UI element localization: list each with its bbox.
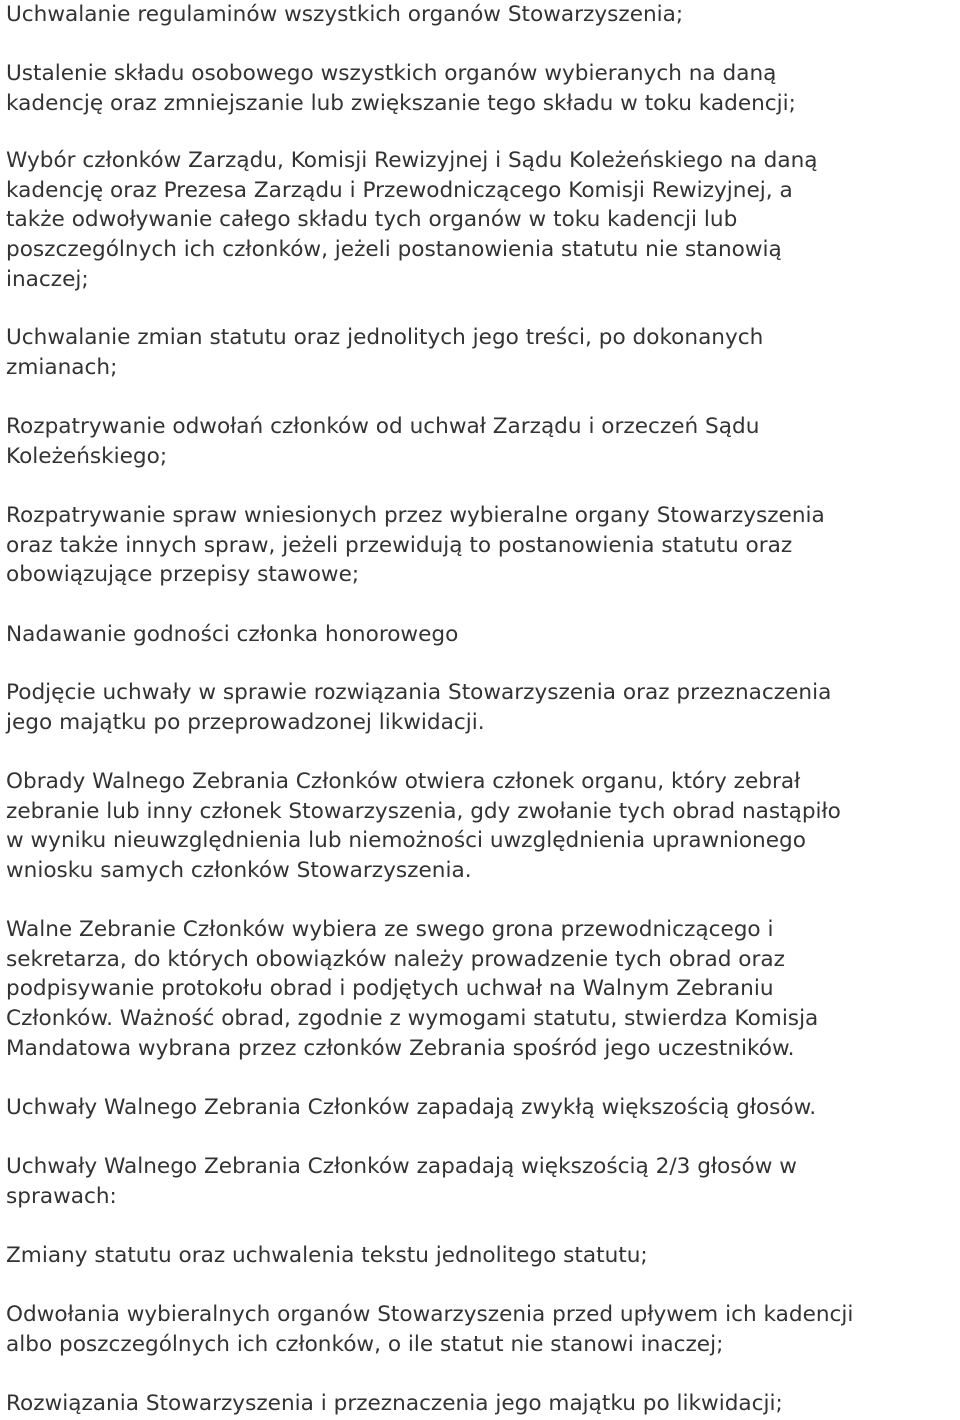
- paragraph: [6, 323, 956, 382]
- text-line: Odwołania wybieralnych organów Stowarzyszenia przed upływem ich kadencji: [6, 1302, 854, 1327]
- paragraph: [6, 1389, 956, 1419]
- text-line: Mandatowa wybrana przez członków Zebrania spośród jego uczestników.: [6, 1035, 795, 1061]
- text-line: Uchwalanie zmian statutu oraz jednolitych jego treści, po dokonanych: [6, 325, 764, 350]
- text-line: Walne Zebranie Członków wybiera ze swego grona przewodniczącego i: [6, 917, 774, 942]
- text-line: kadencję oraz zmniejszanie lub zwiększanie tego składu w toku kadencji;: [6, 90, 796, 116]
- paragraph: [6, 620, 956, 650]
- text-line: Rozpatrywanie spraw wniesionych przez wybieralne organy Stowarzyszenia: [6, 503, 825, 528]
- text-line: wniosku samych członków Stowarzyszenia.: [6, 858, 472, 884]
- text-line: Rozpatrywanie odwołań członków od uchwał Zarządu i orzeczeń Sądu: [6, 414, 760, 439]
- text-line: zebranie lub inny członek Stowarzyszenia, gdy zwołanie tych obrad nastąpiło: [6, 798, 841, 824]
- paragraph: [6, 1152, 956, 1211]
- paragraph: [6, 59, 956, 118]
- paragraph: [6, 915, 956, 1064]
- text-line: obowiązujące przepisy stawowe;: [6, 562, 360, 588]
- text-line: inaczej;: [6, 266, 89, 292]
- paragraph: [6, 146, 956, 295]
- paragraph: [6, 501, 956, 590]
- text-line: także odwoływanie całego składu tych organów w toku kadencji lub: [6, 207, 738, 233]
- text-line: zmianach;: [6, 354, 118, 380]
- text-line: jego majątku po przeprowadzonej likwidacji.: [6, 709, 485, 735]
- paragraph: [6, 1093, 956, 1123]
- text-line: kadencję oraz Prezesa Zarządu i Przewodniczącego Komisji Rewizyjnej, a: [6, 177, 793, 203]
- text-line: Podjęcie uchwały w sprawie rozwiązania Stowarzyszenia oraz przeznaczenia: [6, 680, 832, 705]
- text-line: Rozwiązania Stowarzyszenia i przeznaczenia jego majątku po likwidacji;: [6, 1391, 783, 1416]
- paragraph: [6, 412, 956, 471]
- paragraph: [6, 1241, 956, 1271]
- paragraph: [6, 0, 956, 30]
- text-line: Obrady Walnego Zebrania Członków otwiera członek organu, który zebrał: [6, 769, 801, 794]
- text-line: Członków. Ważność obrad, zgodnie z wymogami statutu, stwierdza Komisja: [6, 1006, 819, 1032]
- paragraph: [6, 767, 956, 886]
- text-line: sprawach:: [6, 1183, 117, 1209]
- text-line: Uchwały Walnego Zebrania Członków zapadają zwykłą większością głosów.: [6, 1095, 817, 1120]
- text-line: oraz także innych spraw, jeżeli przewidują to postanowienia statutu oraz: [6, 532, 793, 558]
- text-line: w wyniku nieuwzględnienia lub niemożności uwzględnienia uprawnionego: [6, 828, 806, 854]
- text-line: Uchwały Walnego Zebrania Członków zapadają większością 2/3 głosów w: [6, 1154, 797, 1179]
- text-line: sekretarza, do których obowiązków należy prowadzenie tych obrad oraz: [6, 946, 785, 972]
- text-line: Koleżeńskiego;: [6, 443, 168, 469]
- text-line: Uchwalanie regulaminów wszystkich organów Stowarzyszenia;: [6, 2, 684, 27]
- paragraph: [6, 678, 956, 737]
- text-line: Nadawanie godności członka honorowego: [6, 622, 459, 647]
- paragraph: [6, 1300, 956, 1359]
- text-line: Wybór członków Zarządu, Komisji Rewizyjnej i Sądu Koleżeńskiego na daną: [6, 148, 818, 173]
- text-line: Zmiany statutu oraz uchwalenia tekstu jednolitego statutu;: [6, 1243, 648, 1268]
- text-line: Ustalenie składu osobowego wszystkich organów wybieranych na daną: [6, 61, 777, 86]
- text-line: albo poszczególnych ich członków, o ile statut nie stanowi inaczej;: [6, 1331, 724, 1357]
- text-line: podpisywanie protokołu obrad i podjętych uchwał na Walnym Zebraniu: [6, 976, 774, 1002]
- text-line: poszczególnych ich członków, jeżeli postanowienia statutu nie stanowią: [6, 237, 782, 263]
